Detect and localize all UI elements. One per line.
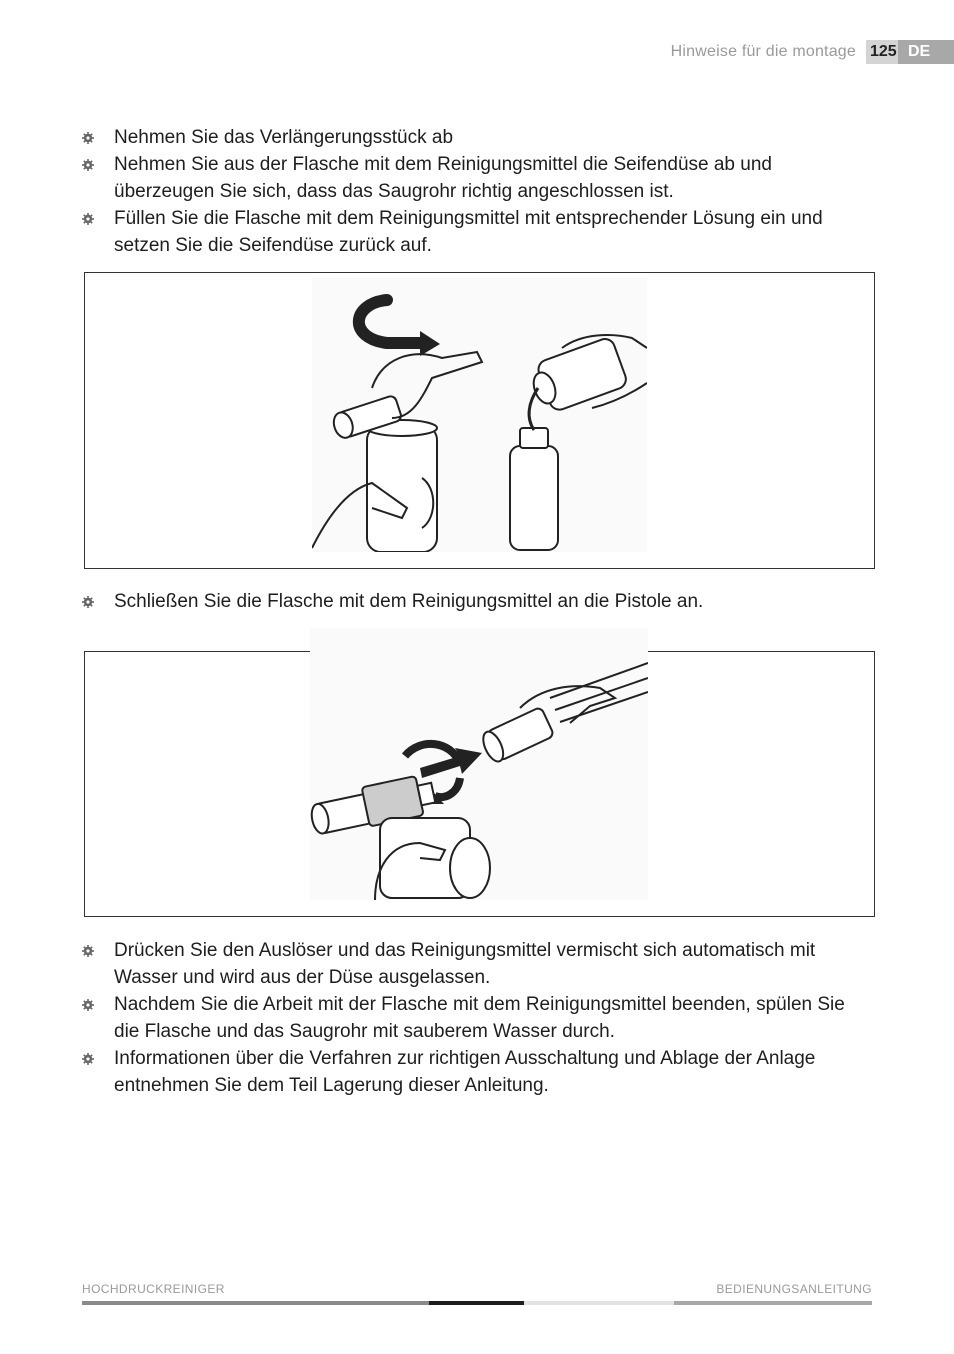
language-badge: DE — [898, 40, 954, 64]
remove-nozzle-and-fill-bottle-illustration — [312, 278, 647, 552]
list-item — [82, 1045, 872, 1099]
list-item — [82, 991, 872, 1045]
list-item — [82, 588, 872, 615]
list-item-text: Füllen Sie die Flasche mit dem Reinigungsmittel mit entsprechender Lösung ein und setzen Sie die Seifendüse zurück auf. — [114, 208, 823, 256]
footer-rule — [82, 1301, 872, 1305]
section-title: Hinweise für die montage — [670, 43, 856, 60]
list-item-text: Informationen über die Verfahren zur richtigen Ausschaltung und Ablage der Anlage entnehmen Sie dem Teil Lagerung dieser Anleitung. — [114, 1048, 816, 1096]
gear-bullet-icon — [82, 596, 94, 608]
gear-bullet-icon — [82, 945, 94, 957]
gear-bullet-icon — [82, 132, 94, 144]
list-item — [82, 937, 872, 991]
list-item-text: Nehmen Sie das Verlängerungsstück ab — [114, 127, 454, 148]
footer-rule-segment — [429, 1301, 524, 1305]
footer-rule-segment — [674, 1301, 872, 1305]
gear-bullet-icon — [82, 999, 94, 1011]
list-item-text: Schließen Sie die Flasche mit dem Reinigungsmittel an die Pistole an. — [114, 591, 704, 612]
list-item — [82, 205, 872, 259]
gear-bullet-icon — [82, 213, 94, 225]
instruction-list-top — [82, 124, 872, 259]
footer-product-name: HOCHDRUCKREINIGER — [82, 1282, 225, 1296]
instruction-list-bottom — [82, 937, 872, 1099]
list-item-text: Nachdem Sie die Arbeit mit der Flasche mit dem Reinigungsmittel beenden, spülen Sie die Flasche und das Saugrohr mit sauberem Wasser durch. — [114, 994, 845, 1042]
list-item — [82, 124, 872, 151]
footer-document-type: BEDIENUNGSANLEITUNG — [716, 1282, 872, 1296]
page-number: 125 — [866, 40, 898, 64]
gear-bullet-icon — [82, 1053, 94, 1065]
list-item — [82, 151, 872, 205]
list-item-text: Nehmen Sie aus der Flasche mit dem Reinigungsmittel die Seifendüse ab und überzeugen Sie sich, dass das Saugrohr richtig angeschlossen ist. — [114, 154, 772, 202]
footer-rule-segment — [82, 1301, 429, 1305]
list-item-text: Drücken Sie den Auslöser und das Reinigungsmittel vermischt sich automatisch mit Wasser und wird aus der Düse ausgelassen. — [114, 940, 816, 988]
gear-bullet-icon — [82, 159, 94, 171]
page-header — [671, 40, 954, 64]
instruction-list-middle — [82, 588, 872, 615]
footer-rule-segment — [524, 1301, 674, 1305]
attach-bottle-to-gun-illustration — [310, 628, 648, 900]
